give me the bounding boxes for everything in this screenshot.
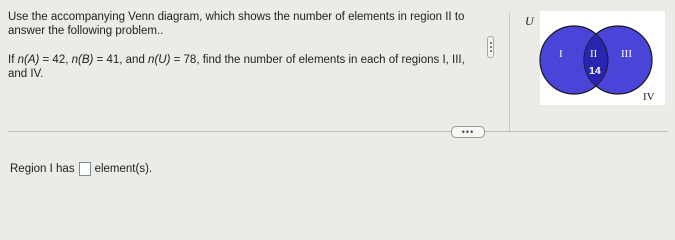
question-and: , and: [119, 54, 149, 66]
question-line-2: answer the following problem..: [8, 25, 164, 37]
n-u-value: = 78: [170, 54, 197, 66]
section-separator: [8, 131, 668, 132]
venn-diagram: [522, 8, 670, 110]
question-text: [8, 10, 478, 81]
n-u: n(U): [148, 54, 171, 66]
question-if: If: [8, 54, 18, 66]
region-1-answer-input[interactable]: [79, 162, 91, 176]
question-line-3: [8, 53, 478, 67]
more-dots-icon: •••: [461, 127, 475, 137]
expand-more-button[interactable]: [451, 126, 485, 138]
universal-label: U: [525, 14, 534, 28]
region-3-label: III: [621, 48, 632, 60]
answer-row: [10, 162, 152, 176]
question-line-4: and IV.: [8, 68, 44, 80]
question-rest: , find the number of elements in each of regions I, III,: [196, 54, 465, 66]
region-2-count: 14: [589, 65, 601, 77]
answer-prefix: Region I has: [10, 163, 75, 175]
n-a: n(A): [17, 54, 40, 66]
panel-resize-handle[interactable]: [487, 36, 494, 58]
question-line-1: Use the accompanying Venn diagram, which shows the number of elements in region II to: [8, 11, 465, 23]
region-2-label: II: [590, 48, 598, 60]
region-1-label: I: [559, 48, 563, 60]
region-4-label: IV: [643, 91, 655, 103]
set-b-label: B: [639, 24, 646, 35]
set-a-label: A: [542, 24, 549, 35]
answer-suffix: element(s).: [94, 163, 153, 175]
n-b: n(B): [71, 54, 94, 66]
n-b-value: = 41: [93, 54, 120, 66]
n-a-value: = 42,: [39, 54, 72, 66]
panel-divider: [509, 12, 510, 132]
